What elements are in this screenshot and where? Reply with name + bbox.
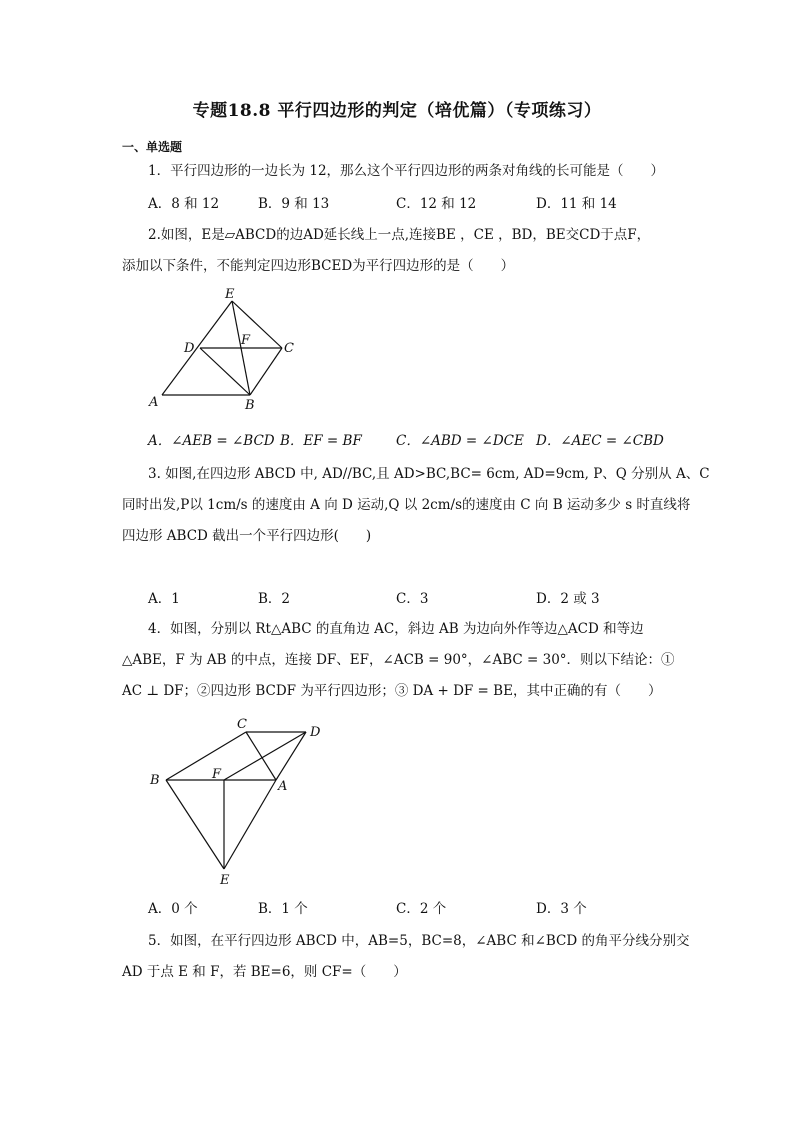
label-e: E bbox=[225, 287, 235, 302]
question-2-stem-line-1: 2.如图，E是▱ABCD的边AD延长线上一点,连接BE ，CE ，BD，BE交CD于点F， bbox=[148, 227, 651, 243]
question-2-stem-line-2: 添加以下条件，不能判定四边形BCED为平行四边形的是（ ） bbox=[122, 258, 515, 274]
label-c: C bbox=[284, 341, 294, 356]
question-3-stem-line-3: 四边形 ABCD 截出一个平行四边形( ) bbox=[122, 528, 372, 544]
option-b: B．2 bbox=[258, 591, 291, 607]
option-b: B．EF = BF bbox=[280, 433, 362, 449]
label-f: F bbox=[212, 767, 222, 782]
question-4-stem-line-2: △ABE，F 为 AB 的中点，连接 DF、EF，∠ACB = 90°，∠ABC = 30°．则以下结论：① bbox=[122, 652, 675, 668]
option-a: A．0 个 bbox=[148, 901, 198, 917]
label-b: B bbox=[245, 398, 255, 413]
option-a: A．8 和 12 bbox=[148, 196, 220, 212]
label-d: D bbox=[310, 725, 321, 740]
option-a: A．∠AEB = ∠BCD bbox=[148, 433, 275, 449]
option-b: B．9 和 13 bbox=[258, 196, 330, 212]
question-3-stem-line-2: 同时出发,P以 1cm/s 的速度由 A 向 D 运动,Q 以 2cm/s的速度由 C 向 B 运动多少 s 时直线将 bbox=[122, 497, 691, 513]
option-d: D．3 个 bbox=[536, 901, 587, 917]
question-5-stem-line-2: AD 于点 E 和 F，若 BE=6，则 CF=（ ） bbox=[122, 964, 407, 980]
page-title: 专题18.8 平行四边形的判定（培优篇）（专项练习） bbox=[192, 101, 602, 121]
label-c: C bbox=[237, 717, 247, 732]
option-a: A．1 bbox=[148, 591, 180, 607]
label-a: A bbox=[278, 779, 288, 794]
label-b: B bbox=[150, 773, 160, 788]
option-d: D．11 和 14 bbox=[536, 196, 617, 212]
question-5-stem-line-1: 5．如图，在平行四边形 ABCD 中，AB=5，BC=8，∠ABC 和∠BCD 的角平分线分别交 bbox=[148, 933, 690, 949]
option-d: D．2 或 3 bbox=[536, 591, 600, 607]
label-e: E bbox=[220, 873, 230, 888]
option-b: B．1 个 bbox=[258, 901, 308, 917]
option-c: C．12 和 12 bbox=[396, 196, 477, 212]
label-d: D bbox=[184, 341, 195, 356]
question-1-stem: 1．平行四边形的一边长为 12，那么这个平行四边形的两条对角线的长可能是（ ） bbox=[148, 163, 665, 179]
section-heading: 一、单选题 bbox=[122, 140, 183, 154]
label-f: F bbox=[241, 333, 251, 348]
option-c: C．2 个 bbox=[396, 901, 447, 917]
option-d: D．∠AEC = ∠CBD bbox=[536, 433, 664, 449]
option-c: C．3 bbox=[396, 591, 429, 607]
label-a: A bbox=[149, 395, 159, 410]
option-c: C．∠ABD = ∠DCE bbox=[396, 433, 524, 449]
question-4-stem-line-3: AC ⊥ DF；②四边形 BCDF 为平行四边形；③ DA + DF = BE，其中正确的有（ ） bbox=[122, 683, 662, 699]
question-4-figure bbox=[140, 712, 340, 894]
question-4-stem-line-1: 4．如图，分别以 Rt△ABC 的直角边 AC，斜边 AB 为边向外作等边△ACD 和等边 bbox=[148, 621, 644, 637]
question-2-figure bbox=[140, 284, 310, 416]
question-3-stem-line-1: 3. 如图,在四边形 ABCD 中, AD//BC,且 AD>BC,BC= 6cm, AD=9cm, P、Q 分别从 A、C bbox=[148, 466, 710, 482]
